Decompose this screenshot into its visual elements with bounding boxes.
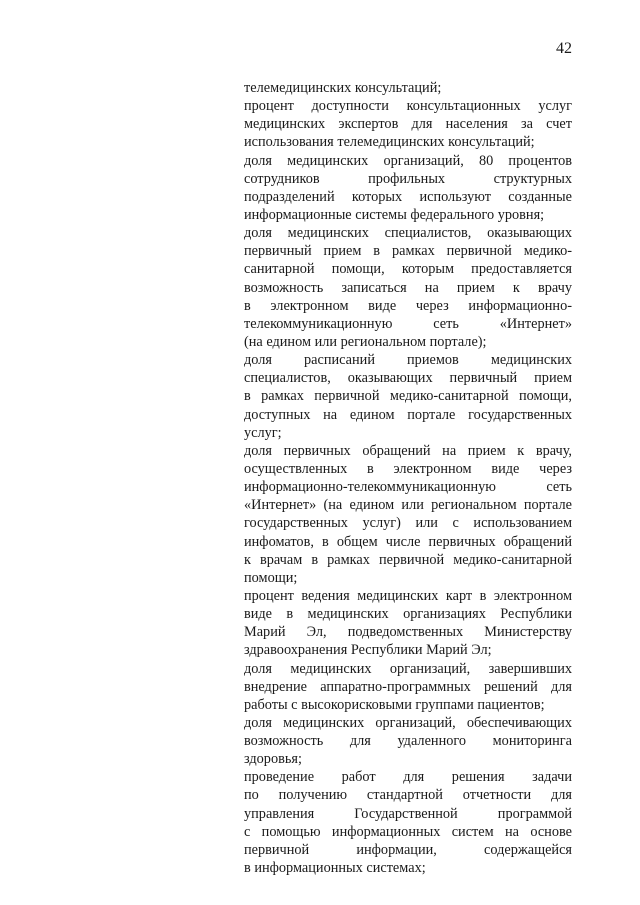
text-line: государственных услуг) или с использованием — [244, 515, 572, 532]
text-line: внедрение аппаратно-программных решений для — [244, 678, 572, 695]
text-line: инфоматов, в общем числе первичных обращений — [244, 533, 572, 550]
text-line: здоровья; — [244, 751, 302, 768]
text-line: проведение работ для решения задачи — [244, 769, 572, 786]
text-line: работы с высокорисковыми группами пациентов; — [244, 696, 545, 713]
text-line: осуществленных в электронном виде через — [244, 460, 572, 477]
text-line: подразделений которых используют созданные — [244, 188, 572, 205]
text-line: (на едином или региональном портале); — [244, 333, 487, 350]
text-line: в электронном виде через информационно- — [244, 297, 572, 314]
text-line: доля расписаний приемов медицинских — [244, 352, 572, 369]
text-line: использования телемедицинских консультаций; — [244, 134, 535, 151]
text-line: специалистов, оказывающих первичный прием — [244, 370, 572, 387]
text-line: процент ведения медицинских карт в электронном — [244, 587, 572, 604]
text-line: в информационных системах; — [244, 860, 426, 877]
text-line: управления Государственной программой — [244, 805, 572, 822]
text-line: виде в медицинских организациях Республики — [244, 606, 572, 623]
text-line: санитарной помощи, которым предоставляется — [244, 261, 572, 278]
text-line: первичный прием в рамках первичной медико- — [244, 243, 572, 260]
text-line: возможность записаться на прием к врачу — [244, 279, 572, 296]
text-line: сотрудников профильных структурных — [244, 170, 572, 187]
text-line: в рамках первичной медико-санитарной помощи, — [244, 388, 572, 405]
text-line: информационно-телекоммуникационную сеть — [244, 479, 572, 496]
text-line: телемедицинских консультаций; — [244, 80, 442, 96]
text-line: к врачам в рамках первичной медико-санитарной — [244, 551, 572, 568]
text-line: услуг; — [244, 424, 282, 441]
text-line: доля медицинских организаций, обеспечивающих — [244, 714, 572, 731]
text-line: по получению стандартной отчетности для — [244, 787, 572, 804]
text-line: медицинских экспертов для населения за счет — [244, 116, 572, 133]
text-line: телекоммуникационную сеть «Интернет» — [244, 315, 572, 332]
text-line: помощи; — [244, 569, 298, 586]
text-line: здравоохранения Республики Марий Эл; — [244, 642, 492, 659]
text-line: доступных на едином портале государственных — [244, 406, 572, 423]
text-line: доля медицинских специалистов, оказывающих — [244, 225, 572, 242]
document-body — [244, 79, 572, 877]
text-line: первичной информации, содержащейся — [244, 841, 572, 858]
text-line: информационные системы федерального уровня; — [244, 206, 545, 223]
text-line: Марий Эл, подведомственных Министерству — [244, 624, 572, 641]
text-line: с помощью информационных систем на основе — [244, 823, 572, 840]
page-number: 42 — [556, 40, 572, 57]
text-line: «Интернет» (на едином или региональном портале — [244, 497, 572, 514]
text-line: возможность для удаленного мониторинга — [244, 733, 572, 750]
text-line: процент доступности консультационных услуг — [244, 98, 572, 115]
text-line: доля медицинских организаций, 80 процентов — [244, 152, 572, 169]
text-line: доля первичных обращений на прием к врачу, — [244, 442, 572, 459]
text-line: доля медицинских организаций, завершивших — [244, 660, 572, 677]
